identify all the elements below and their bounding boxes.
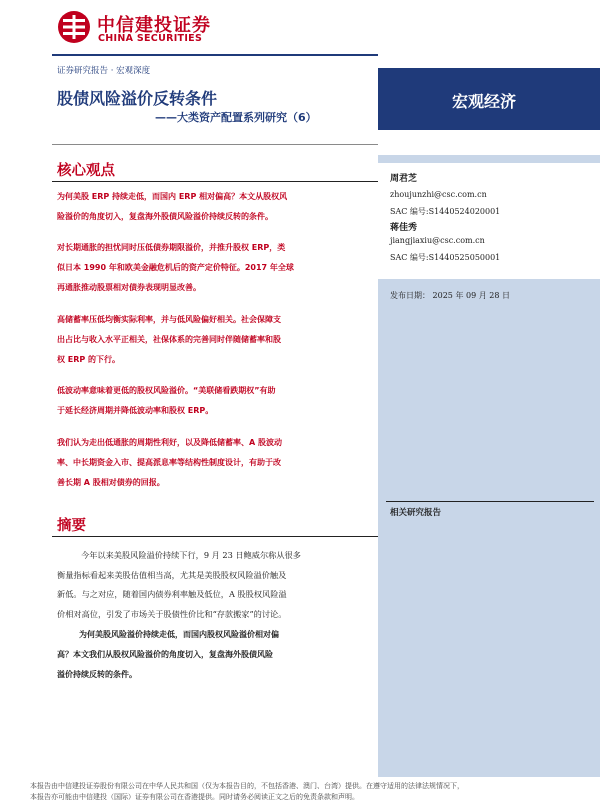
abstract-bold-paragraph xyxy=(57,625,357,645)
core-line: 高储蓄率压低均衡实际利率，并与低风险偏好相关。社会保障支 xyxy=(57,315,281,324)
abstract-paragraph xyxy=(57,566,357,625)
core-line: 善长期 A 股相对债券的回报。 xyxy=(57,478,165,487)
core-line: 率、中长期资金入市、提高派息率等结构性制度设计，有助于改 xyxy=(57,458,281,467)
core-paragraph xyxy=(57,310,357,370)
related-reports-heading: 相关研究报告 xyxy=(390,508,442,518)
abstract-paragraph xyxy=(57,546,357,566)
core-line: 对长期通胀的担忧同时压低债券期限溢价，并推升股权 ERP，类 xyxy=(57,243,286,252)
core-paragraph xyxy=(57,238,357,298)
abstract-line: 衡量指标看起来美股估值相当高，尤其是美股股权风险溢价触及 xyxy=(57,569,287,580)
core-line: 再通胀推动股票相对债券表现明显改善。 xyxy=(57,283,201,292)
core-line: 我们认为走出低通胀的周期性利好，以及降低储蓄率、A 股波动 xyxy=(57,438,282,447)
abstract-line: 新低。与之对应，随着国内债券利率触及低位，A 股股权风险溢 xyxy=(57,589,287,599)
core-paragraph xyxy=(57,381,357,421)
sidebar-rule xyxy=(386,501,594,502)
abstract-heading: 摘要 xyxy=(57,518,86,534)
header-rule xyxy=(52,54,378,56)
core-heading-rule xyxy=(52,181,378,182)
core-paragraph xyxy=(57,187,357,227)
publish-date: 发布日期： 2025 年 09 月 28 日 xyxy=(390,291,510,300)
core-line: 为何美股 ERP 持续走低，而国内 ERP 相对偏高？本文从股权风 xyxy=(57,192,288,201)
report-type: 证券研究报告 · 宏观深度 xyxy=(57,66,151,76)
core-line: 于延长经济周期并降低波动率和股权 ERP。 xyxy=(57,406,214,415)
core-heading: 核心观点 xyxy=(57,163,115,179)
abstract-bold-paragraph xyxy=(57,645,357,685)
core-line: 似日本 1990 年和欧美金融危机后的资产定价特征。2017 年全球 xyxy=(57,263,294,272)
author-email[interactable]: jiangjiaxiu@csc.com.cn xyxy=(390,236,485,245)
author-name: 周君芝 xyxy=(390,174,418,184)
core-line: 险溢价的角度切入，复盘海外股债风险溢价持续反转的条件。 xyxy=(57,212,273,221)
core-line: 权 ERP 的下行。 xyxy=(57,355,121,364)
category-label: 宏观经济 xyxy=(452,92,517,111)
author-name: 蒋佳秀 xyxy=(390,223,418,233)
disclaimer-footer xyxy=(30,781,600,800)
abstract-bold-line: 为何美股风险溢价持续走低，而国内股权风险溢价相对偏 xyxy=(79,630,279,639)
logo-text-cn: 中信建投证券 xyxy=(97,15,211,36)
company-logo xyxy=(57,10,227,46)
core-paragraph xyxy=(57,433,357,493)
abstract-line: 今年以来美股风险溢价持续下行，9 月 23 日鲍威尔称从很多 xyxy=(81,550,301,560)
abstract-line: 价相对高位，引发了市场关于股债性价比和“存款搬家”的讨论。 xyxy=(57,608,287,619)
core-line: 出占比与收入水平正相关，社保体系的完善同时伴随储蓄率和股 xyxy=(57,335,281,344)
title-divider xyxy=(52,144,378,145)
abstract-bold-line: 高？本文我们从股权风险溢价的角度切入，复盘海外股债风险 xyxy=(57,650,273,659)
author-email[interactable]: zhoujunzhi@csc.com.cn xyxy=(390,190,487,199)
report-title: 股债风险溢价反转条件 xyxy=(57,89,218,108)
abstract-bold-line: 溢价持续反转的条件。 xyxy=(57,670,137,679)
footer-line: 本报告亦可能由中信建投（国际）证券有限公司在香港提供。同时请务必阅读正文之后的免责条款和声明。 xyxy=(30,793,359,800)
author-sac: SAC 编号:S1440525050001 xyxy=(390,253,501,262)
report-subtitle: ——大类资产配置系列研究（6） xyxy=(155,111,317,124)
abstract-heading-rule xyxy=(52,536,378,537)
author-sac: SAC 编号:S1440524020001 xyxy=(390,207,501,216)
logo-text-en: CHINA SECURITIES xyxy=(98,33,203,44)
logo-icon xyxy=(57,10,91,44)
core-line: 低波动率意味着更低的股权风险溢价。“美联储看跌期权”有助 xyxy=(57,386,276,395)
footer-line: 本报告由中信建投证券股份有限公司在中华人民共和国（仅为本报告目的，不包括香港、澳门、台湾）提供。在遵守适用的法律法规情况下， xyxy=(30,782,464,790)
